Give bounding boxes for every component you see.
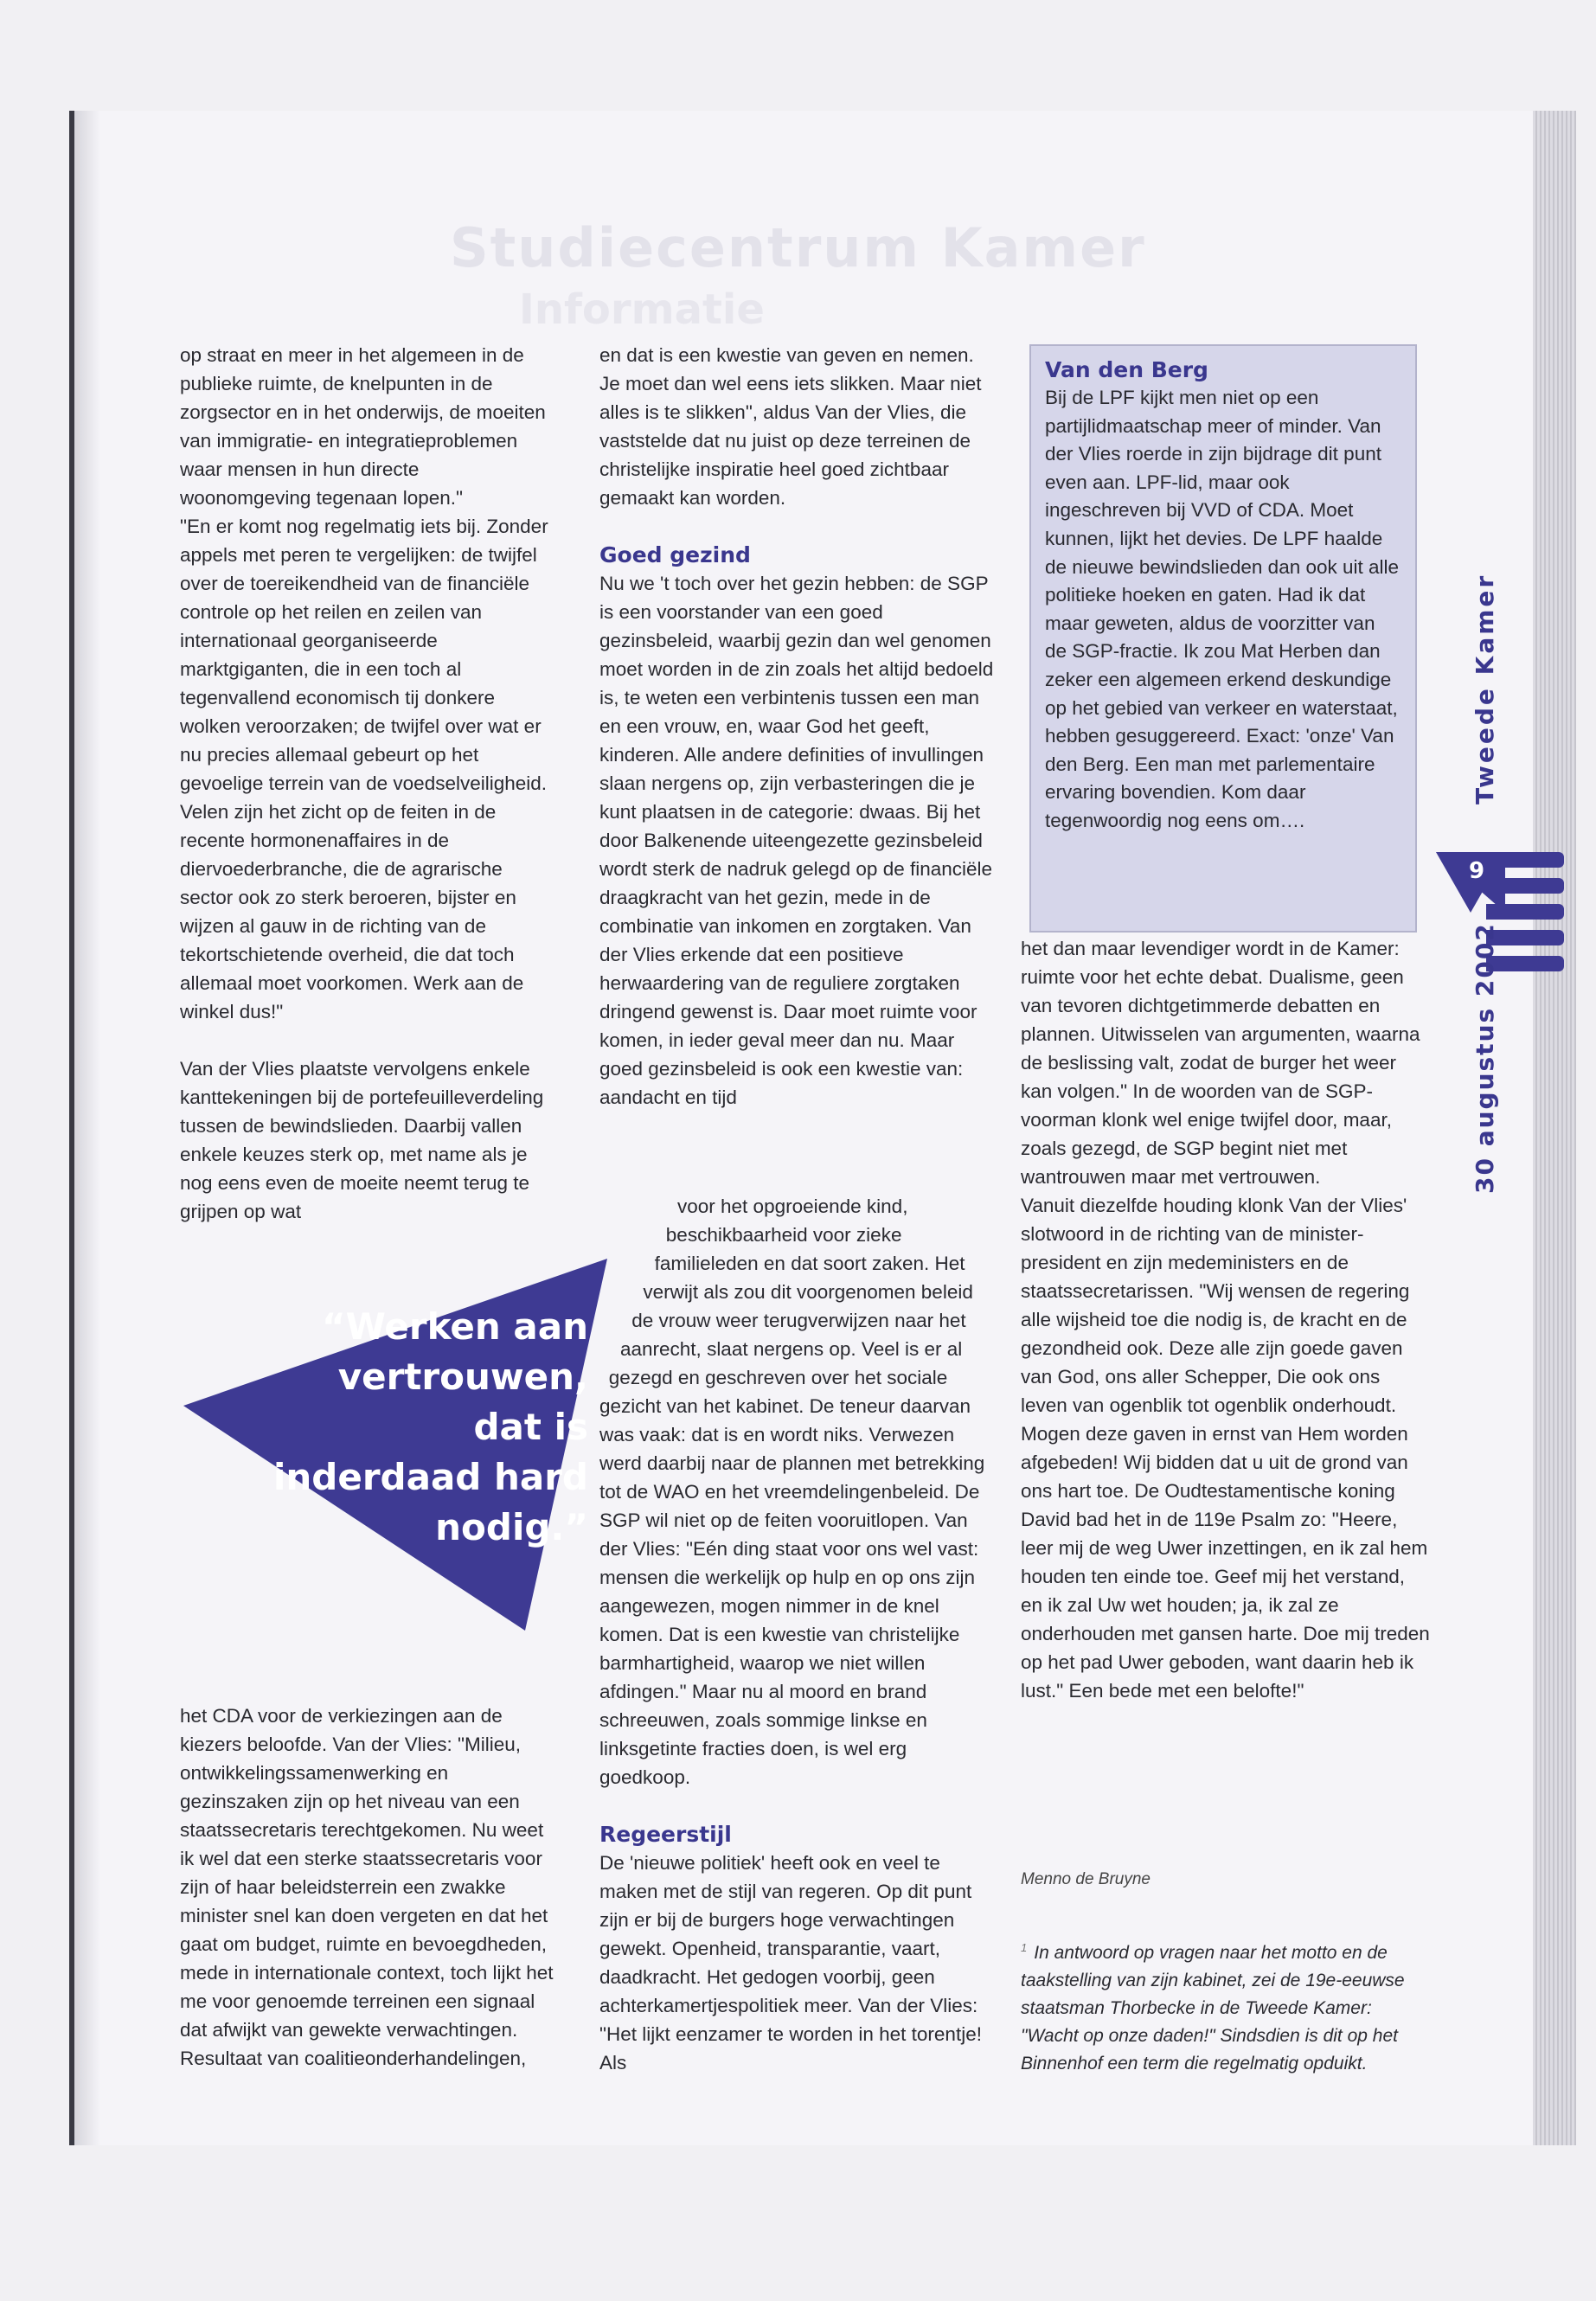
footnote-text: In antwoord op vragen naar het motto en de taakstelling van zijn kabinet, zei de 19e-eeuwse staatsman Thorbecke in de Tweede Kamer: "Wacht op onze daden!" Sindsdien is dit op het Binnenhof een term die regelmatig opduikt. — [1021, 1943, 1405, 2073]
paragraph: Nu we 't toch over het gezin hebben: de SGP is een voorstander van een goed gezinsbeleid, waarbij gezin dan wel genomen moet worden in de zin zoals het altijd bedoeld is, te weten een verbintenis tussen een man en een vrouw, en, waar God het geeft, kinderen. Alle andere definities of invullingen slaan nergens op, zijn verbasteringen die je kunt plaatsen in de categorie: dwaas. Bij het door Balkenende uiteengezette gezinsbeleid wordt sterk de nadruk gelegd op de financiële draagkracht van het gezin, mede in de combinatie van inkomen en zorgtaken. Van der Vlies erkende dat een positieve herwaardering van de reguliere zorgtaken dringend gewenst is. Daar moet ruimte voor komen, in ieder geval meer dan nu. Maar goed gezinsbeleid is ook een kwestie van: aandacht en tijd — [599, 573, 994, 1108]
page-edge-stack — [1533, 111, 1576, 2145]
article-column-2 — [599, 341, 997, 1112]
paragraph: voor het opgroeiende kind, beschikbaarheid voor zieke familieleden en dat soort zaken. Het verwijt als zou dit voorgenomen beleid de vrouw weer terugverwijzen naar het aanrecht, slaat nergens op. Veel is er al gezegd en geschreven over het sociale gezicht van het kabinet. De teneur daarvan was vaak: dat is en wordt niks. Verwezen werd daarbij naar de plannen met betrekking tot de WAO en het vreemdelingenbeleid. De SGP wil niet op de feiten vooruitlopen. Van der Vlies: "Eén ding staat voor ons wel vast: mensen die werkelijk op hulp en op ons zijn aangewezen, mogen nimmer in de knel komen. Dat is een kwestie van christelijke barmhartigheid, waarop we niet willen afdingen." Maar nu al moord en brand schreeuwen, zoals sommige linkse en linksgetinte fracties doen, is wel erg goedkoop. — [599, 1195, 985, 1788]
box-text: Bij de LPF kijkt men niet op een partijlidmaatschap meer of minder. Van der Vlies roerde in zijn bijdrage dit punt even aan. LPF-lid, maar ook ingeschreven bij VVD of CDA. Moet kunnen, lijkt het devies. De LPF haalde de nieuwe bewindslieden dan ook uit alle politieke hoeken en gaten. Had ik dat maar geweten, aldus de voorzitter van de SGP-fractie. Ik zou Mat Herben dan zeker een algemeen erkend deskundige op het gebied van verkeer en waterstaat, hebben gesuggereerd. Exact: 'onze' Van den Berg. Een man met parlementaire ervaring bovendien. Kom daar tegenwoordig nog eens om…. — [1045, 387, 1400, 831]
section-heading: Regeerstijl — [599, 1822, 732, 1847]
page-number: 9 — [1469, 858, 1485, 884]
section-heading: Goed gezind — [599, 542, 751, 567]
article-column-2-bottom — [599, 1192, 997, 2077]
paragraph: Vanuit diezelfde houding klonk Van der Vlies' slotwoord in de richting van de minister-president en zijn medeministers en de staatssecretarissen. "Wij wensen de regering alle wijsheid toe die nodig is, de kracht en de gezondheid ook. Deze alle zijn goede gaven van God, ons aller Schepper, Die ook ons leven van ogenblik tot ogenblik onderhoudt. Mogen deze gaven in ernst van Hem worden afgebeden! Wij bidden dat u uit de grond van ons hart toe. De Oudtestamentische koning David bad het in de 119e Psalm zo: "Heere, leer mij de weg Uwer inzettingen, en ik zal hem houden ten einde toe. Geef mij het verstand, en ik zal Uw wet houden; ja, ik zal ze onderhouden met gansen harte. Doe mij treden op het pad Uwer geboden, want daarin heb ik lust." Een bede met een belofte!" — [1021, 1195, 1430, 1702]
sidebar-box — [1029, 344, 1417, 933]
box-title: Van den Berg — [1045, 357, 1208, 382]
page-gutter-shadow — [74, 111, 100, 2145]
article-column-3 — [1021, 934, 1432, 1705]
paragraph: en dat is een kwestie van geven en nemen. Je moet dan wel eens iets slikken. Maar niet alles is te slikken", aldus Van der Vlies, die vaststelde dat nu juist op deze terreinen de christelijke inspiratie heel goed zichtbaar gemaakt kan worden. — [599, 344, 982, 509]
footnote — [1021, 1934, 1427, 2078]
paragraph: Van der Vlies plaatste vervolgens enkele kanttekeningen bij de portefeuilleverdeling tussen de bewindslieden. Daarbij vallen enkele keuzes sterk op, met name als je nog eens even de moeite neemt terug te grijpen op wat — [180, 1058, 544, 1222]
pull-quote: “Werken aan vertrouwen, dat is inderdaad hard nodig.” — [272, 1305, 588, 1548]
publication-title-vertical: Tweede Kamer — [1471, 573, 1499, 804]
author-byline: Menno de Bruyne — [1021, 1870, 1151, 1888]
paragraph: De 'nieuwe politiek' heeft ook en veel te maken met de stijl van regeren. Op dit punt zijn er bij de burgers hoge verwachtingen gewekt. Openheid, transparantie, vaart, daadkracht. Het gedogen voorbij, geen achterkamertjespolitiek meer. Van der Vlies: "Het lijkt eenzamer te worden in het torentje! Als — [599, 1852, 982, 2073]
paragraph: het dan maar levendiger wordt in de Kamer: ruimte voor het echte debat. Dualisme, geen van tevoren dichtgetimmerde debatten en plannen. Uitwisselen van argumenten, waarna de beslissing valt, zodat de burger het weer kan volgen." In de woorden van de SGP-voorman klonk wel enige twijfel door, maar, zoals gezegd, de SGP begint niet met wantrouwen maar met vertrouwen. — [1021, 938, 1420, 1188]
article-column-1 — [180, 341, 552, 1226]
issue-date-vertical: 30 augustus 2002 — [1471, 922, 1499, 1194]
footnote-mark: 1 — [1021, 1941, 1028, 1954]
background-watermark-text: Studiecentrum Kamer — [450, 216, 1146, 279]
paragraph: op straat en meer in het algemeen in de publieke ruimte, de knelpunten in de zorgsector en in het onderwijs, de moeiten van immigratie- en integratieproblemen waar mensen in hun directe woonomgeving tegenaan lopen." "En er komt nog regelmatig iets bij. Zonder appels met peren te vergelijken: de twijfel over de toereikendheid van de financiële controle op het reilen en zeilen van internationaal georganiseerde marktgiganten, die in een toch al tegenvallend economisch tij donkere wolken veroorzaken; de twijfel over wat er nu precies allemaal gebeurt op het gevoelige terrein van de voedselveiligheid. Velen zijn het zicht op de feiten in de recente hormonenaffaires in de diervoederbranche, die de agrarische sector ook zo sterk beroeren, bijster en wijzen al gauw in de richting van de tekortschietende overheid, die dat toch allemaal moet voorkomen. Werk aan de winkel dus!" — [180, 344, 548, 1022]
article-column-1-bottom — [180, 1702, 561, 2073]
paragraph: het CDA voor de verkiezingen aan de kiezers beloofde. Van der Vlies: "Milieu, ontwikkelingssamenwerking en gezinszaken zijn op het niveau van een staatssecretaris terechtgekomen. Nu weet ik wel dat een sterke staatssecretaris voor zijn of haar beleidsterrein een zwakke minister snel kan doen vergeten en dat het gaat om budget, ruimte en bevoegdheden, mede in internationale context, toch lijkt het me voor genoemde terreinen een signaal dat afwijkt van gewekte verwachtingen. Resultaat van coalitieonderhandelingen, — [180, 1705, 554, 2069]
background-watermark-text-2: Informatie — [519, 285, 765, 334]
